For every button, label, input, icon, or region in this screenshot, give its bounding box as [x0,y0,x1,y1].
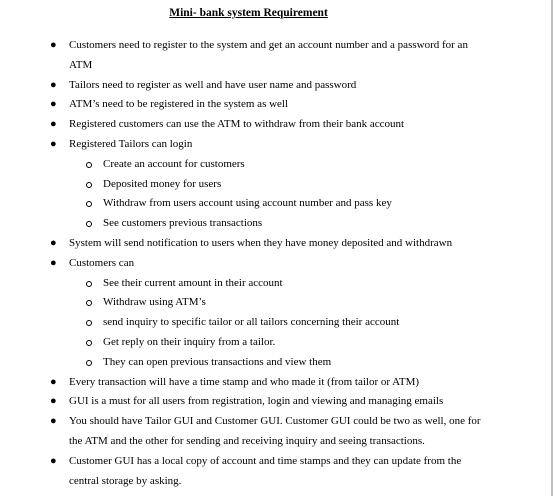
circle-bullet-icon [86,162,92,168]
sub-list-item-text: send inquiry to specific tailor or all tailors concerning their account [103,316,400,329]
list-item [0,392,540,412]
sub-list-item [0,333,540,353]
requirements-list [0,36,540,491]
list-item [0,36,489,76]
bullet-icon: ● [50,236,57,249]
sub-list-item-text: See customers previous transactions [103,217,263,230]
list-item [0,135,540,155]
circle-bullet-icon [86,201,92,207]
list-item-text: Tailors need to register as well and have user name and password [69,78,357,91]
list-item [0,412,489,452]
bullet-icon: ● [50,78,57,91]
bullet-icon: ● [50,415,57,428]
sub-list-item-text: Withdraw from users account using account number and pass key [103,197,392,210]
list-item [0,452,489,492]
list-item-text: Registered customers can use the ATM to withdraw from their bank account [69,118,405,131]
list-item [0,115,540,135]
list-item-text: You should have Tailor GUI and Customer GUI. Customer GUI could be two as well, one for the ATM and the other for sending and receiving inquiry and seeing transactions. [69,415,481,447]
sub-list-item [0,353,540,373]
bullet-icon: ● [50,39,57,51]
list-item-text: Every transaction will have a time stamp and who made it (from tailor or ATM) [69,375,420,388]
list-item-text: Customers can [69,256,135,269]
circle-bullet-icon [86,221,92,227]
list-item [0,373,540,393]
sub-list-item-text: Deposited money for users [103,177,222,190]
sub-list-item [0,274,540,294]
sub-list-item-text: They can open previous transactions and view them [103,355,332,368]
bullet-icon: ● [50,395,57,408]
sub-list-item [0,214,540,234]
bullet-icon: ● [50,137,57,150]
list-item-text: Customers need to register to the system and get an account number and a password for an ATM [69,39,468,71]
list-item-text: Registered Tailors can login [69,137,193,150]
sub-list-item [0,175,540,195]
list-item [0,95,540,115]
list-item-text: GUI is a must for all users from registration, login and viewing and managing emails [69,395,444,408]
document-title: Mini- bank system Requirement [169,7,328,19]
circle-bullet-icon [86,281,92,287]
list-item-text: System will send notification to users when they have money deposited and withdrawn [69,236,453,249]
sub-list-item [0,293,540,313]
circle-bullet-icon [86,340,92,346]
sub-list-item-text: Create an account for customers [103,157,245,170]
sub-list-item [0,194,540,214]
bullet-icon: ● [50,98,57,111]
list-item-text: Customer GUI has a local copy of account and time stamps and they can update from the central storage by asking. [69,454,462,487]
bullet-icon: ● [50,256,57,269]
sub-list-item-text: See their current amount in their account [103,276,283,289]
bullet-icon: ● [50,454,57,467]
list-item [0,76,540,96]
sub-list-item [0,155,540,175]
list-item-text: ATM’s need to be registered in the system as well [69,98,289,111]
bullet-icon: ● [50,118,57,131]
bullet-icon: ● [50,375,57,388]
circle-bullet-icon [86,182,92,188]
circle-bullet-icon [86,320,92,326]
list-item [0,234,540,254]
sub-list-item [0,313,540,333]
circle-bullet-icon [86,300,92,306]
sub-list-item-text: Get reply on their inquiry from a tailor. [103,335,276,348]
sub-list-item-text: Withdraw using ATM’s [103,296,206,309]
list-item [0,254,540,274]
circle-bullet-icon [86,360,92,366]
